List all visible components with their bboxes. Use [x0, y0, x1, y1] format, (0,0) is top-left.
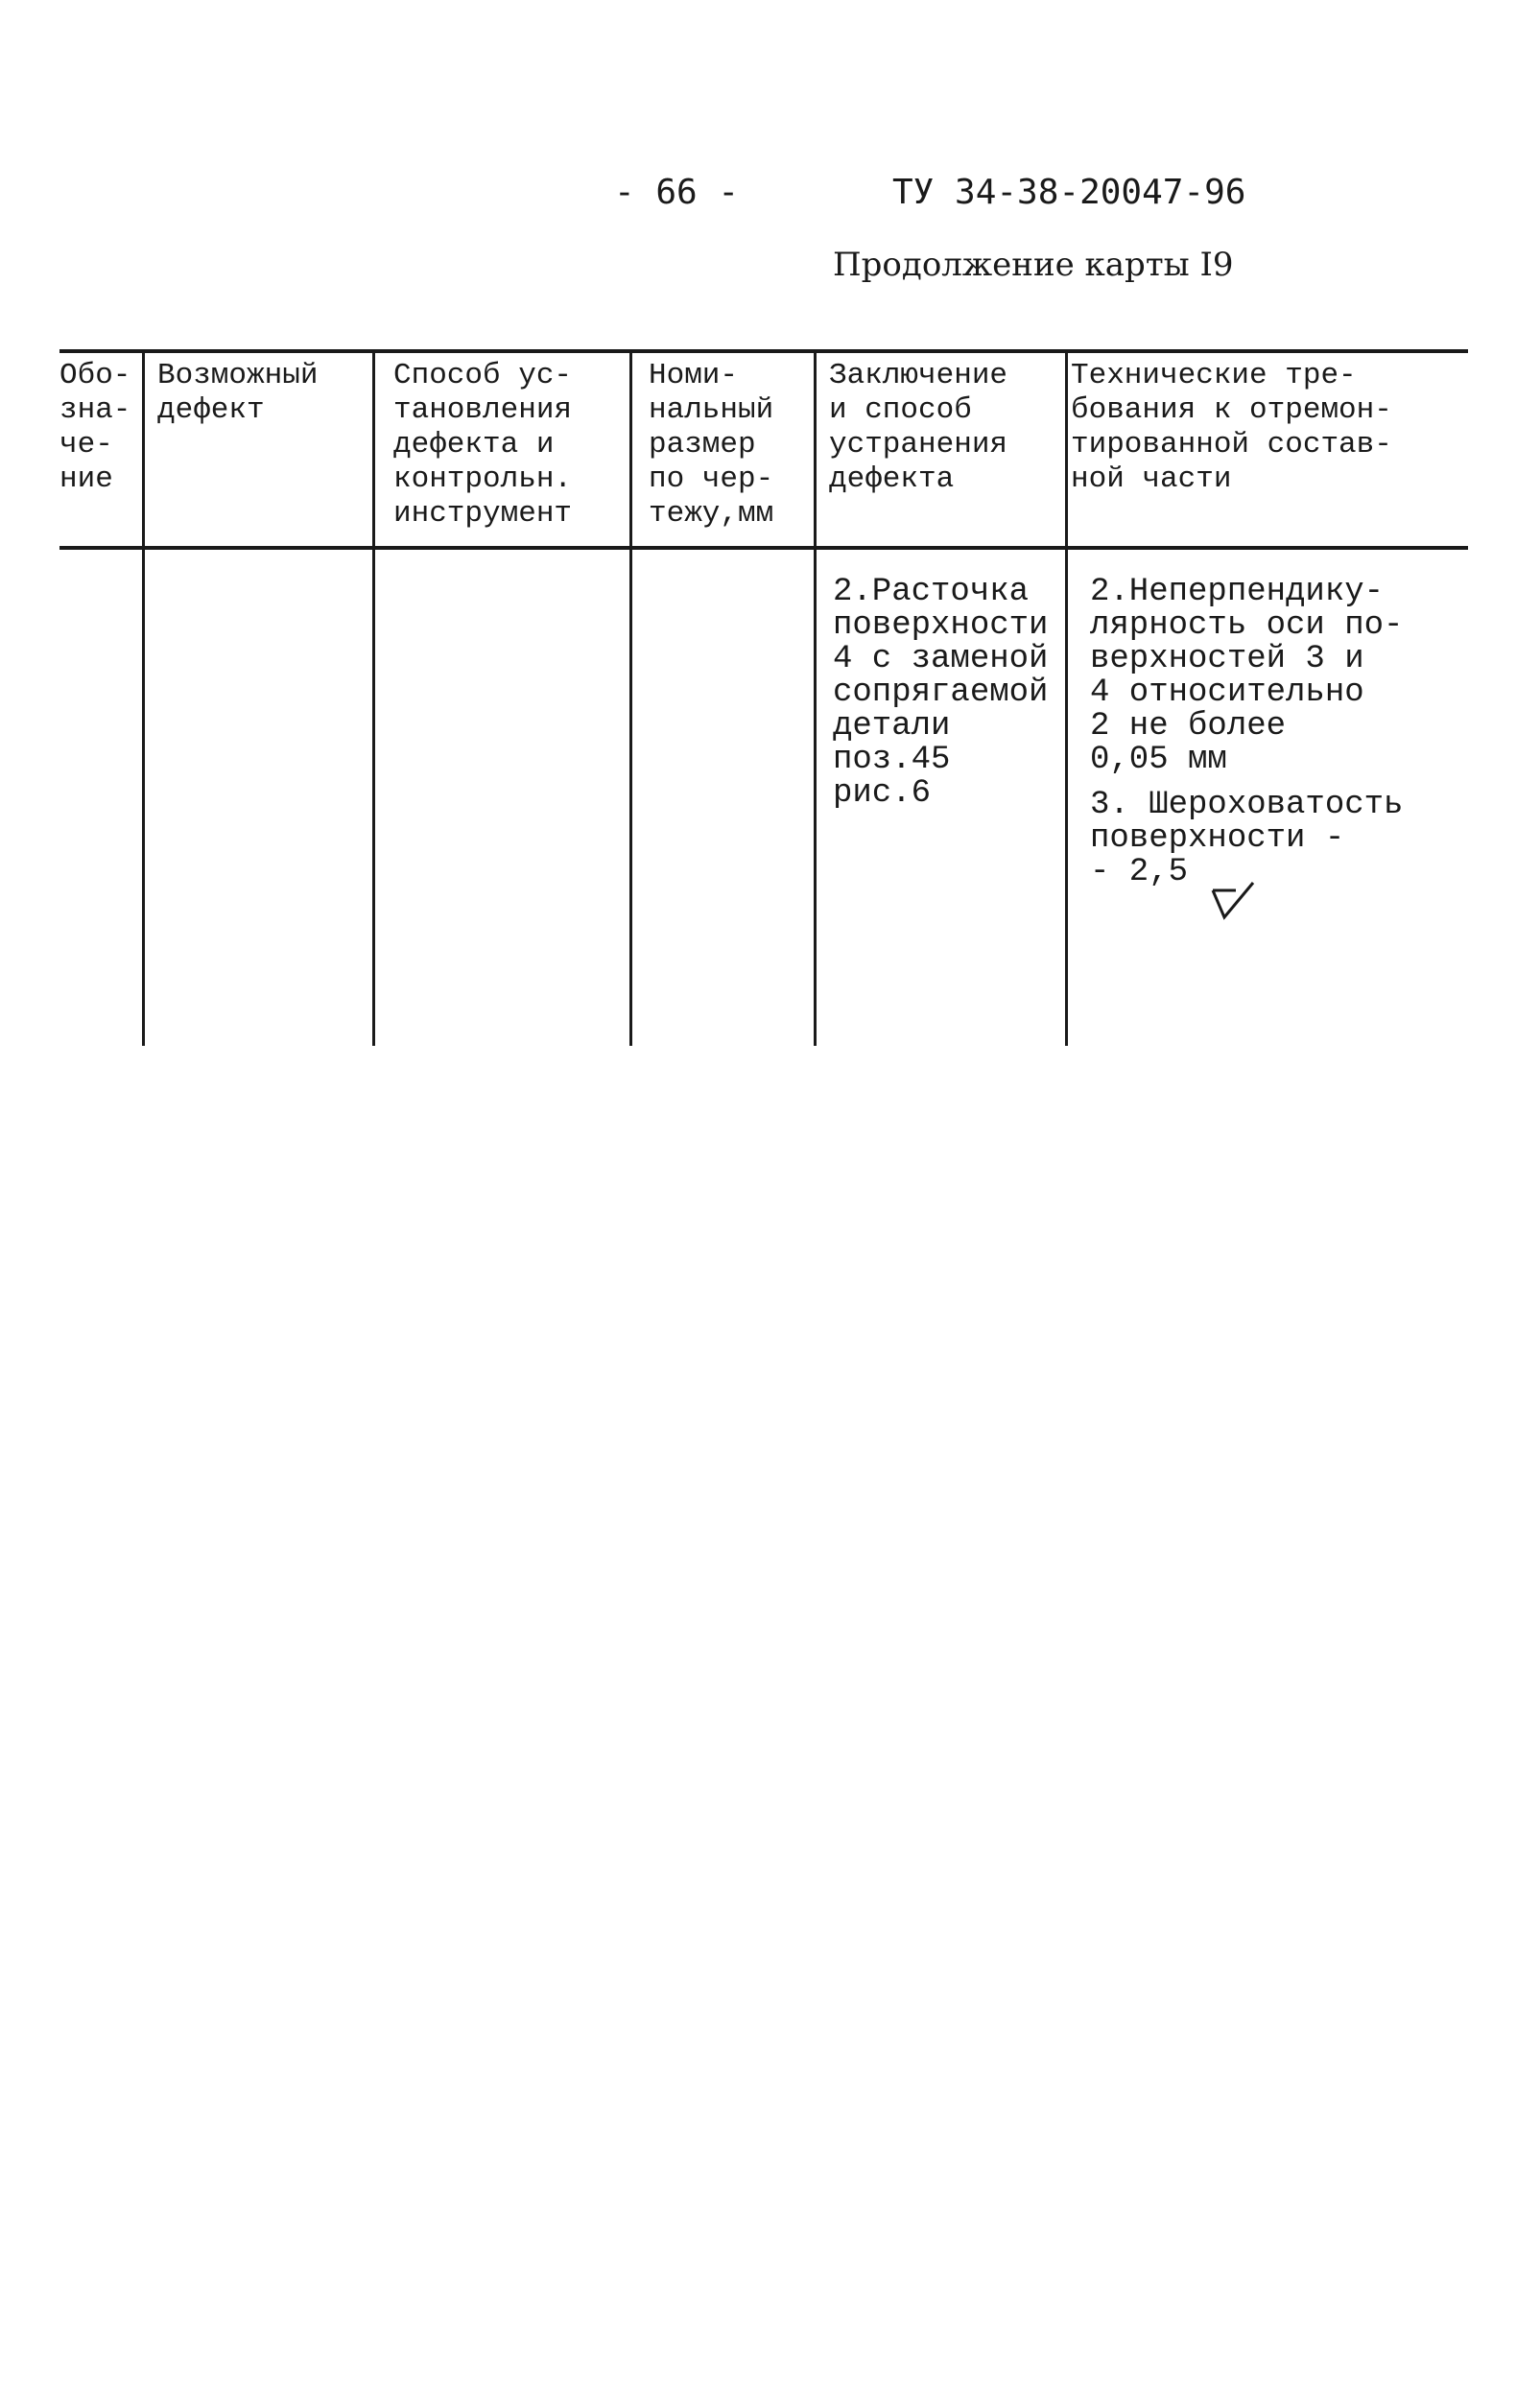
column-header-defect: Возможный дефект	[157, 359, 319, 427]
column-divider	[372, 351, 375, 1046]
continuation-title: Продолжение карты I9	[833, 246, 1234, 284]
document-code: ТУ 34-38-20047-96	[892, 173, 1246, 212]
column-header-detection-method: Способ ус- тановления дефекта и контрольн. инструмент	[393, 359, 573, 531]
requirements-cell-1: 2.Неперпендику- лярность оси по- верхностей 3 и 4 относительно 2 не более 0,05 мм	[1090, 574, 1404, 778]
page-number: - 66 -	[614, 173, 740, 212]
table-top-rule	[59, 349, 1468, 353]
column-header-requirements: Технические тре- бования к отремон- тированной состав- ной части	[1071, 359, 1392, 496]
requirements-cell-2: 3. Шероховатость поверхности - - 2,5	[1090, 787, 1404, 890]
column-header-nominal-size: Номи- нальный размер по чер- тежу,мм	[649, 359, 774, 531]
roughness-symbol-icon	[1211, 881, 1255, 925]
column-header-designation: Обо- зна- че- ние	[59, 359, 131, 496]
conclusion-cell: 2.Расточка поверхности 4 с заменой сопрягаемой детали поз.45 рис.6	[833, 574, 1049, 812]
column-header-conclusion: Заключение и способ устранения дефекта	[829, 359, 1008, 496]
column-divider	[1065, 351, 1068, 1046]
header-bottom-rule	[59, 546, 1468, 550]
column-divider	[142, 351, 145, 1046]
column-divider	[629, 351, 632, 1046]
column-divider	[814, 351, 817, 1046]
